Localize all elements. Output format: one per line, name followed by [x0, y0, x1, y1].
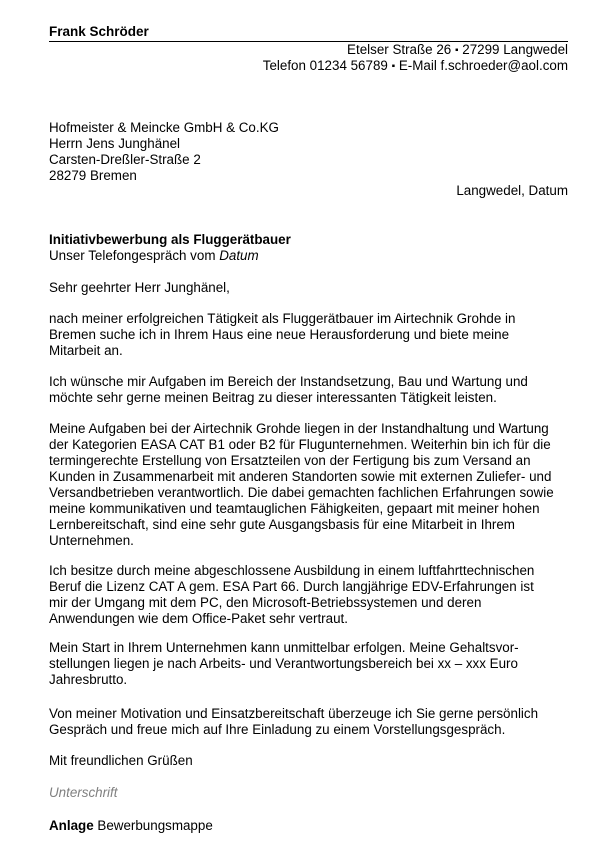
sender-address-line — [347, 42, 568, 59]
bullet-separator: ▪ — [454, 45, 459, 56]
paragraph-line: Lernbereitschaft, sind eine sehr gute Ausgangsbasis für eine Mitarbeit in Ihrem — [49, 517, 515, 532]
subject-title: Initiativbewerbung als Fluggerätbauer — [49, 232, 291, 247]
subject-reference-date: Datum — [219, 248, 259, 263]
paragraph-line: Ich besitze durch meine abgeschlossene Ausbildung in einem luftfahrttechnischen — [49, 563, 535, 578]
paragraph-line: Ich wünsche mir Aufgaben im Bereich der Instandsetzung, Bau und Wartung und — [49, 374, 528, 389]
body-paragraph-6 — [49, 706, 569, 738]
enclosure-label: Anlage — [49, 818, 94, 833]
paragraph-line: stellungen liegen je nach Arbeits- und Verantwortungsbereich bei xx – xxx Euro — [49, 656, 518, 671]
bullet-separator: ▪ — [391, 61, 396, 72]
recipient-city: 28279 Bremen — [49, 168, 137, 183]
paragraph-line: termingerechte Erstellung von Ersatzteilen von der Fertigung bis zum Versand an — [49, 453, 531, 468]
paragraph-line: Kunden in Zusammenarbeit mit anderen Standorten sowie mit externen Zuliefer- und — [49, 469, 552, 484]
paragraph-line: meine kommunikativen und teamtauglichen Fähigkeiten, gepaart mit meiner hohen — [49, 501, 540, 516]
paragraph-line: Von meiner Motivation und Einsatzbereitschaft überzeuge ich Sie gerne persönlich — [49, 706, 539, 721]
place-date: Langwedel, Datum — [456, 183, 568, 198]
signature-placeholder: Unterschrift — [49, 785, 118, 800]
paragraph-line: Mitarbeit an. — [49, 343, 123, 358]
paragraph-line: Mein Start in Ihrem Unternehmen kann unmittelbar erfolgen. Meine Gehaltsvor- — [49, 640, 519, 655]
enclosure — [49, 818, 213, 834]
body-paragraph-1 — [49, 311, 569, 359]
body-paragraph-4 — [49, 563, 569, 627]
recipient-person: Herrn Jens Junghänel — [49, 136, 181, 151]
recipient-company: Hofmeister & Meincke GmbH & Co.KG — [49, 120, 279, 135]
salutation: Sehr geehrter Herr Junghänel, — [49, 280, 230, 295]
paragraph-line: Beruf die Lizenz CAT A gem. ESA Part 66. Durch langjährige EDV-Erfahrungen ist — [49, 579, 534, 594]
closing: Mit freundlichen Grüßen — [49, 753, 193, 768]
paragraph-line: Gespräch und freue mich auf Ihre Einladung zu einem Vorstellungsgespräch. — [49, 722, 506, 737]
paragraph-line: nach meiner erfolgreichen Tätigkeit als Fluggerätbauer im Airtechnik Grohde in — [49, 311, 516, 326]
sender-street: Etelser Straße 26 — [347, 42, 452, 57]
sender-name: Frank Schröder — [49, 24, 149, 39]
enclosure-text: Bewerbungsmappe — [97, 818, 213, 833]
subject-reference-prefix: Unser Telefongespräch vom — [49, 248, 216, 263]
paragraph-line: Bremen suche ich in Ihrem Haus eine neue Herausforderung und biete meine — [49, 327, 510, 342]
subject-reference — [49, 248, 259, 264]
paragraph-line: Versandbetrieben verantwortlich. Die dabei gemachten fachlichen Erfahrungen sowie — [49, 485, 554, 500]
sender-contact-line — [263, 58, 568, 75]
body-paragraph-2 — [49, 374, 569, 406]
paragraph-line: Meine Aufgaben bei der Airtechnik Grohde liegen in der Instandhaltung und Wartung — [49, 421, 549, 436]
body-paragraph-5 — [49, 640, 569, 688]
sender-phone: Telefon 01234 56789 — [262, 58, 388, 73]
paragraph-line: der Kategorien EASA CAT B1 oder B2 für Flugunternehmen. Weiterhin bin ich für die — [49, 437, 551, 452]
sender-city: 27299 Langwedel — [462, 42, 568, 57]
paragraph-line: Jahresbrutto. — [49, 672, 128, 687]
paragraph-line: möchte sehr gerne meinen Beitrag zu dieser interessanten Tätigkeit leisten. — [49, 390, 497, 405]
paragraph-line: Unternehmen. — [49, 533, 134, 548]
paragraph-line: Anwendungen wie dem Office-Paket sehr vertraut. — [49, 611, 348, 626]
paragraph-line: mir der Umgang mit dem PC, den Microsoft-Betriebssystemen und deren — [49, 595, 482, 610]
recipient-street: Carsten-Dreßler-Straße 2 — [49, 152, 201, 167]
sender-email: E-Mail f.schroeder@aol.com — [398, 58, 568, 73]
body-paragraph-3 — [49, 421, 569, 549]
